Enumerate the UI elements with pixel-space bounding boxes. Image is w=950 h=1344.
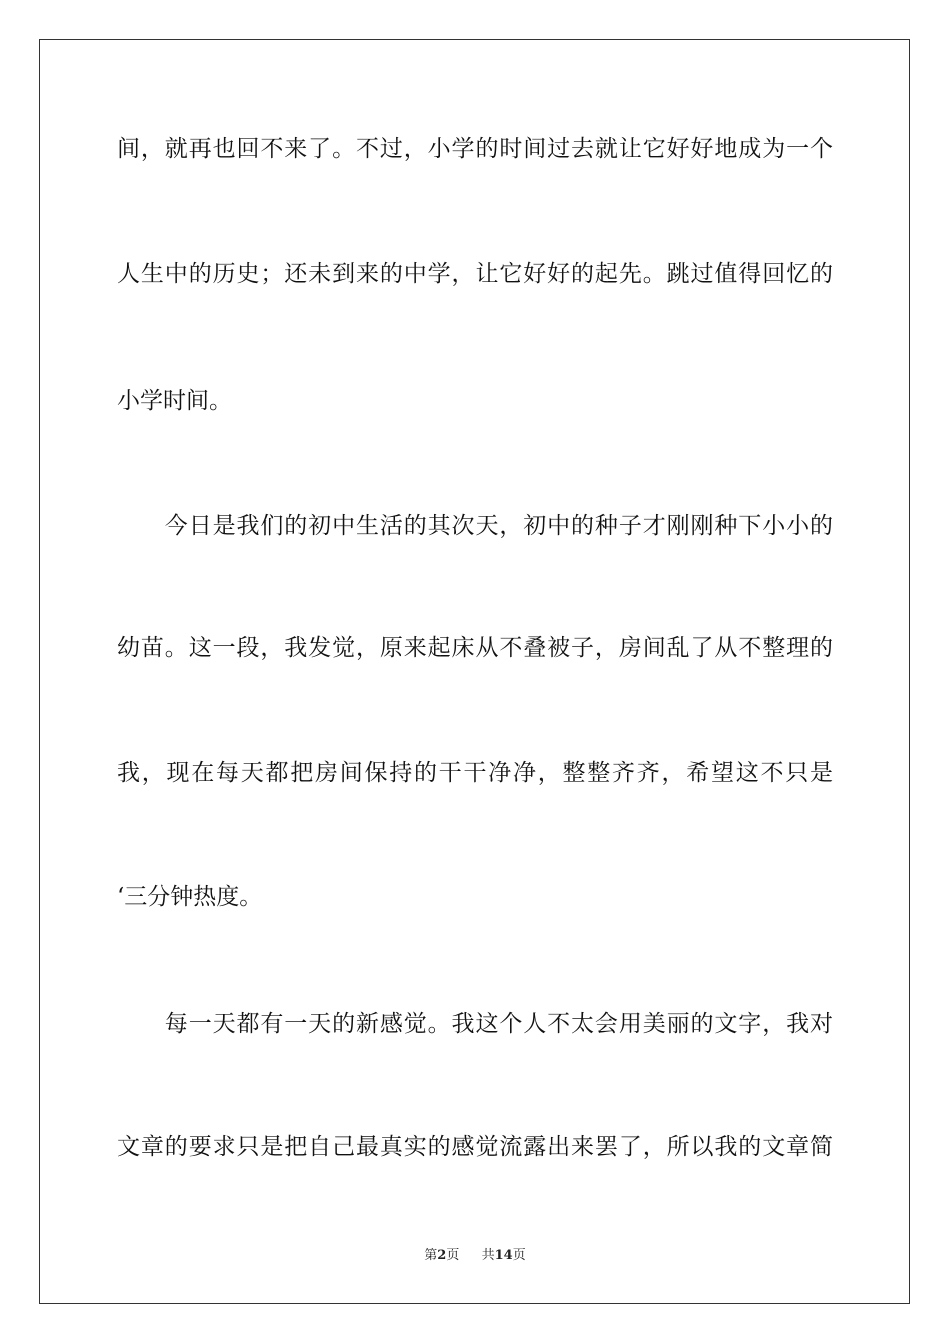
page-total-label [482, 1248, 526, 1263]
page-prefix: 第 [424, 1248, 438, 1263]
text-line-8: 每一天都有一天的新感觉。我这个人不太会用美丽的文字，我对 [117, 1011, 833, 1037]
current-page-number: 2 [437, 1248, 447, 1263]
text-line-6: 我，现在每天都把房间保持的干干净净，整整齐齐，希望这不只是 [117, 760, 833, 786]
total-suffix: 页 [512, 1248, 526, 1263]
total-page-count: 14 [494, 1248, 513, 1263]
page-footer [0, 1247, 950, 1265]
text-line-7: ‘三分钟热度。 [117, 884, 263, 910]
total-prefix: 共 [481, 1248, 495, 1263]
text-line-2: 人生中的历史；还未到来的中学，让它好好的起先。跳过值得回忆的 [117, 261, 833, 287]
text-line-1: 间，就再也回不来了。不过，小学的时间过去就让它好好地成为一个 [117, 136, 833, 162]
text-line-9: 文章的要求只是把自己最真实的感觉流露出来罢了，所以我的文章简 [117, 1134, 833, 1160]
page-number-label [424, 1248, 463, 1263]
text-line-4: 今日是我们的初中生活的其次天，初中的种子才刚刚种下小小的 [117, 513, 833, 539]
page-border [39, 39, 910, 1304]
text-line-5: 幼苗。这一段，我发觉，原来起床从不叠被子，房间乱了从不整理的 [117, 635, 833, 661]
page-suffix: 页 [446, 1248, 460, 1263]
text-line-3: 小学时间。 [117, 388, 232, 414]
